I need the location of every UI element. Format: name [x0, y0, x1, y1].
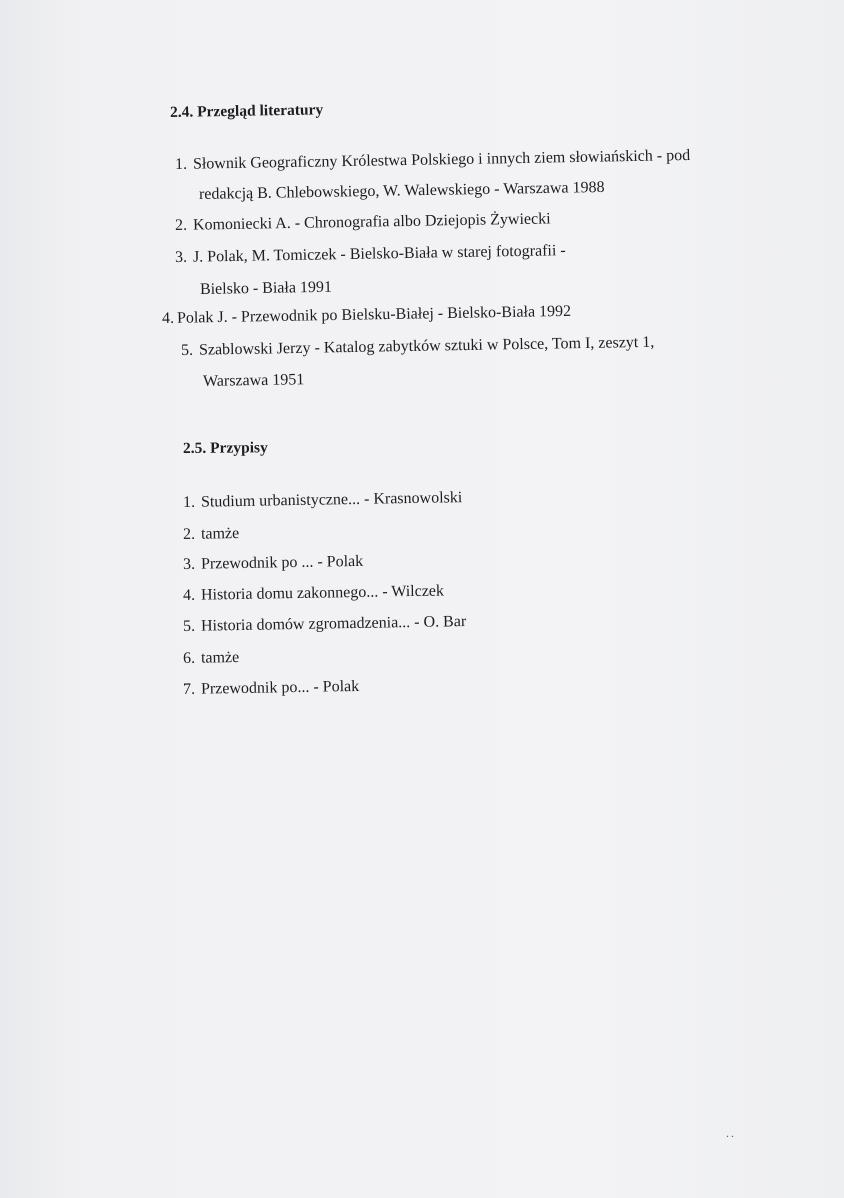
- bibliography-item: [175, 147, 690, 174]
- footnote-item: [183, 489, 463, 512]
- bibliography-item: [181, 334, 655, 360]
- item-text: Historia domów zgromadzenia... - O. Bar: [200, 613, 467, 635]
- item-number: 4.: [182, 586, 196, 604]
- bibliography-item: [175, 210, 551, 235]
- footnote-item: [183, 525, 240, 544]
- bibliography-item: [175, 242, 566, 267]
- bibliography-item-continuation: Warszawa 1951: [202, 371, 305, 390]
- item-text: tamże: [200, 649, 240, 667]
- item-number: 1.: [174, 155, 188, 173]
- item-number: 2.: [174, 216, 188, 234]
- footnote-item: [183, 553, 363, 574]
- section-heading-literature: 2.4. Przegląd literatury: [169, 101, 324, 121]
- item-number: 3.: [174, 248, 188, 266]
- page-mark: ..: [726, 1126, 736, 1140]
- item-text: Komoniecki A. - Chronografia albo Dziejopis Żywiecki: [192, 210, 551, 234]
- item-number: 6.: [182, 649, 196, 667]
- item-text: Przewodnik po ... - Polak: [200, 552, 364, 573]
- item-text: Studium urbanistyczne... - Krasnowolski: [200, 489, 463, 511]
- item-text: tamże: [200, 525, 240, 543]
- item-number: 5.: [180, 341, 194, 359]
- bibliography-item: [162, 303, 571, 328]
- item-number: 2.: [182, 525, 196, 543]
- item-text: Historia domu zakonnego... - Wilczek: [200, 582, 445, 604]
- bibliography-item-continuation: Bielsko - Biała 1991: [199, 278, 333, 298]
- footnote-item: [183, 582, 444, 605]
- footnote-item: [183, 613, 467, 636]
- footnote-item: [183, 678, 359, 699]
- item-text: Przewodnik po... - Polak: [200, 677, 360, 698]
- section-heading-footnotes: 2.5. Przypisy: [182, 439, 268, 457]
- item-number: 4.: [161, 309, 175, 327]
- item-text: Szablowski Jerzy - Katalog zabytków sztuki w Polsce, Tom I, zeszyt 1,: [198, 333, 655, 359]
- item-text: Polak J. - Przewodnik po Bielsku-Białej - Bielsko-Biała 1992: [176, 302, 572, 327]
- item-text: J. Polak, M. Tomiczek - Bielsko-Biała w starej fotografii -: [192, 242, 566, 266]
- item-number: 7.: [182, 680, 196, 698]
- footnote-item: [183, 649, 240, 668]
- item-text: Słownik Geograficzny Królestwa Polskiego i innych ziem słowiańskich - pod: [192, 147, 691, 173]
- item-number: 3.: [182, 555, 196, 573]
- bibliography-item-continuation: redakcją B. Chlebowskiego, W. Walewskiego - Warszawa 1988: [198, 178, 605, 203]
- item-number: 1.: [182, 493, 196, 511]
- item-number: 5.: [182, 617, 196, 635]
